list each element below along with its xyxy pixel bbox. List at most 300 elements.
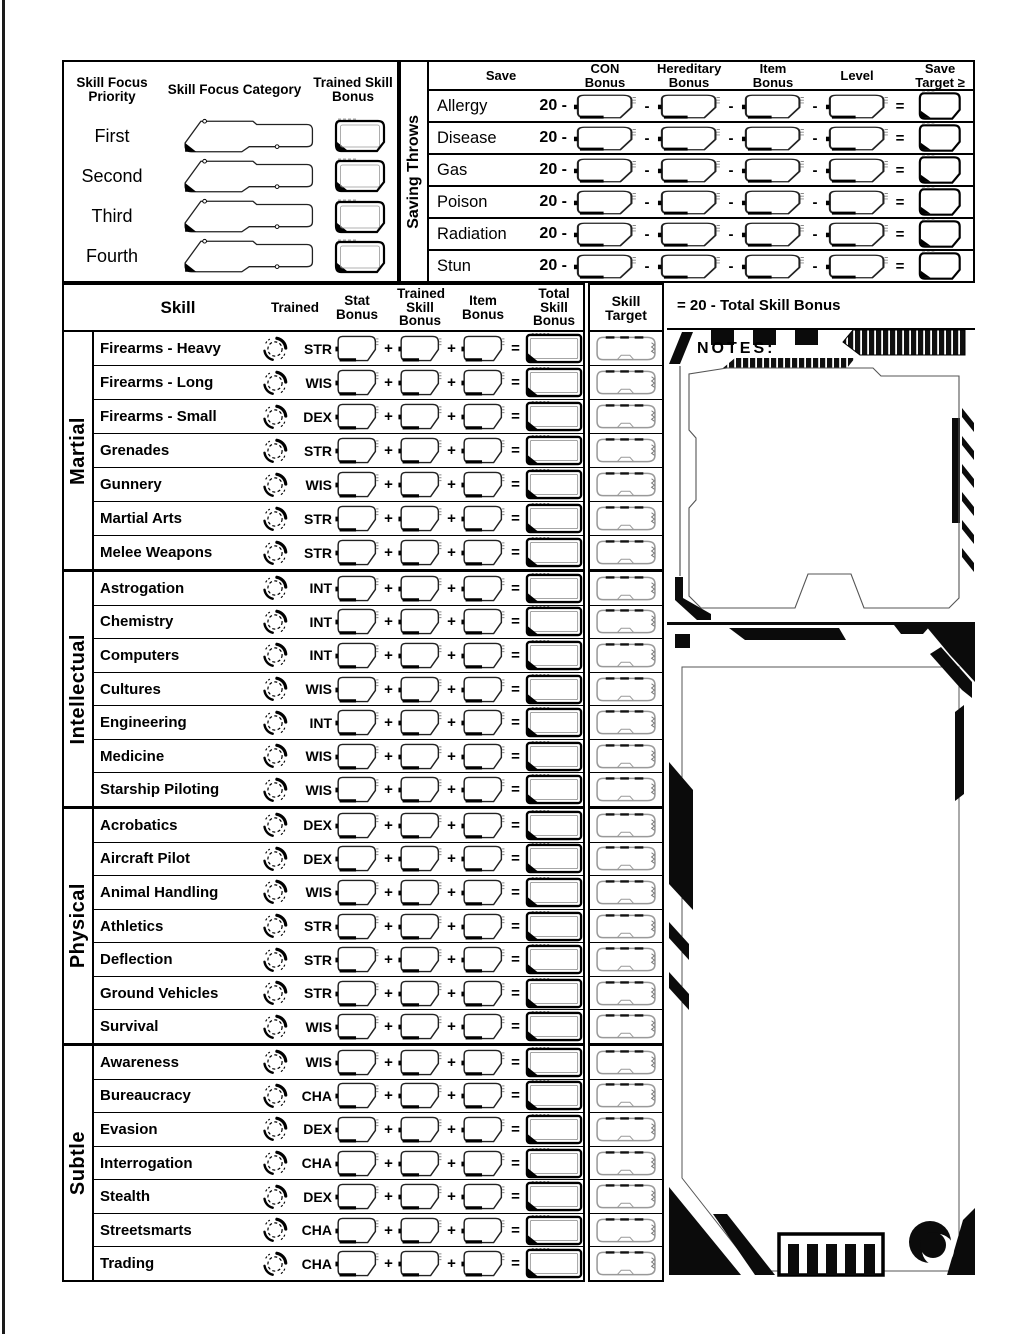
level-field[interactable] [825,253,889,280]
trained-checkbox[interactable] [261,709,289,737]
skill-target-field[interactable] [593,369,659,396]
equals-operator: = [511,442,520,459]
trained-skill-bonus-field[interactable] [397,402,443,431]
trained-checkbox[interactable] [261,437,289,465]
total-skill-bonus-field[interactable] [525,1181,583,1212]
skill-target-field[interactable] [593,676,659,703]
skill-stat: STR [304,442,332,459]
trained-skill-bonus-field[interactable] [332,118,388,154]
total-skill-bonus-field[interactable] [525,1215,583,1246]
skill-row [94,606,583,640]
skill-focus-priority-header: Skill Focus Priority [76,74,148,104]
stat-bonus-field[interactable] [334,775,380,804]
skill-target-column [588,283,664,1282]
total-skill-bonus-field[interactable] [525,1047,583,1078]
stat-bonus-field[interactable] [334,1149,380,1178]
trained-checkbox[interactable] [261,471,289,499]
con-bonus-field[interactable] [573,221,637,248]
trained-skill-bonus-field[interactable] [397,912,443,941]
hereditary-bonus-field[interactable] [657,253,721,280]
plus-operator: + [384,1188,393,1206]
level-field[interactable] [825,221,889,248]
skill-row [94,639,583,673]
stat-bonus-field[interactable] [334,1012,380,1041]
stat-bonus-field[interactable] [334,945,380,974]
skill-focus-row [66,197,395,237]
item-bonus-field[interactable] [460,574,506,603]
trained-checkbox[interactable] [261,1082,289,1110]
skill-row [94,1113,583,1147]
minus-operator: - [644,225,650,243]
item-bonus-field[interactable] [741,253,805,280]
skill-target-field[interactable] [593,1116,659,1143]
skill-target-field[interactable] [593,743,659,770]
trained-skill-bonus-field[interactable] [397,334,443,363]
item-bonus-field[interactable] [460,368,506,397]
stat-bonus-field[interactable] [334,607,380,636]
trained-skill-bonus-field[interactable] [397,811,443,840]
skill-name: Grenades [100,442,170,459]
trained-checkbox[interactable] [261,574,289,602]
plus-operator: + [447,781,456,799]
skill-row [94,536,583,569]
skill-target-field[interactable] [593,776,659,803]
equals-operator: = [511,984,520,1002]
stat-bonus-field[interactable] [334,470,380,499]
skill-name: Firearms - Small [100,408,217,425]
stat-bonus-field[interactable] [334,1182,380,1211]
trained-skill-bonus-field[interactable] [397,1216,443,1245]
trained-skill-bonus-field[interactable] [397,775,443,804]
equals-operator: = [511,544,520,561]
trained-checkbox[interactable] [261,742,289,770]
item-bonus-field[interactable] [460,945,506,974]
item-bonus-field[interactable] [460,675,506,704]
skill-stat: INT [309,647,332,664]
skill-row [94,502,583,536]
skill-row [94,1010,583,1043]
item-bonus-field[interactable] [460,1081,506,1110]
skill-stat: WIS [305,1018,332,1035]
trained-skill-bonus-field[interactable] [332,199,388,235]
total-skill-bonus-field[interactable] [525,1080,583,1111]
skill-stat: STR [304,544,332,561]
trained-skill-bonus-header: Trained Skill Bonus [313,74,393,104]
trained-skill-bonus-field[interactable] [397,979,443,1008]
level-field[interactable] [825,125,889,152]
total-skill-bonus-field[interactable] [525,573,583,604]
stat-bonus-field[interactable] [334,708,380,737]
level-field[interactable] [825,93,889,120]
skill-name: Acrobatics [100,816,178,834]
total-skill-bonus-field[interactable] [525,1248,583,1279]
trained-checkbox[interactable] [261,1216,289,1244]
trained-skill-bonus-field[interactable] [397,1182,443,1211]
skill-target-field[interactable] [593,812,659,839]
stat-bonus-field[interactable] [334,1081,380,1110]
stat-bonus-field[interactable] [334,334,380,363]
equals-operator: = [511,1120,520,1138]
skill-table-header [64,285,583,332]
trained-skill-bonus-field[interactable] [397,607,443,636]
item-bonus-field[interactable] [460,402,506,431]
plus-operator: + [384,442,393,459]
trained-checkbox[interactable] [261,776,289,804]
skill-name: Medicine [100,747,165,765]
skill-name: Stealth [100,1188,151,1206]
stat-bonus-field[interactable] [334,504,380,533]
stat-bonus-field[interactable] [334,402,380,431]
skill-target-field[interactable] [593,1250,659,1277]
skill-target-field[interactable] [593,879,659,906]
trained-skill-bonus-field[interactable] [397,742,443,771]
skill-target-field[interactable] [593,845,659,872]
saving-throw-row [429,155,973,187]
trained-checkbox[interactable] [261,946,289,974]
trained-checkbox[interactable] [261,539,289,567]
trained-skill-bonus-field[interactable] [397,1012,443,1041]
trained-checkbox[interactable] [261,403,289,431]
total-skill-bonus-field[interactable] [525,1114,583,1145]
item-bonus-field[interactable] [460,470,506,499]
item-bonus-field[interactable] [460,811,506,840]
trained-checkbox[interactable] [261,675,289,703]
total-skill-bonus-field[interactable] [525,503,583,534]
item-bonus-field[interactable] [460,1012,506,1041]
stat-bonus-field[interactable] [334,811,380,840]
equals-operator: = [511,714,520,732]
skill-target-field[interactable] [593,471,659,498]
total-skill-bonus-field[interactable] [525,843,583,874]
item-bonus-field[interactable] [741,93,805,120]
skill-stat: WIS [305,681,332,698]
skill-row [94,673,583,707]
saving-throw-row [429,251,973,281]
plus-operator: + [447,747,456,765]
skill-target-field[interactable] [593,505,659,532]
skill-target-field[interactable] [593,1183,659,1210]
trained-checkbox[interactable] [261,641,289,669]
trained-checkbox[interactable] [261,1048,289,1076]
stat-bonus-field[interactable] [334,538,380,567]
plus-operator: + [447,850,456,868]
stat-bonus-field[interactable] [334,1048,380,1077]
trained-skill-bonus-field[interactable] [397,538,443,567]
trained-checkbox[interactable] [261,1250,289,1278]
stat-bonus-field[interactable] [334,844,380,873]
trained-checkbox[interactable] [261,335,289,363]
con-bonus-field[interactable] [573,93,637,120]
equals-operator: = [511,476,520,493]
skill-name: Evasion [100,1120,158,1138]
skill-name: Computers [100,646,180,664]
level-field[interactable] [825,157,889,184]
skill-target-field[interactable] [593,946,659,973]
skill-target-field[interactable] [593,1082,659,1109]
plus-operator: + [384,917,393,935]
skill-focus-category-field[interactable] [160,198,318,235]
skill-target-field[interactable] [593,980,659,1007]
item-bonus-field[interactable] [460,607,506,636]
stat-bonus-field[interactable] [334,574,380,603]
trained-checkbox[interactable] [261,608,289,636]
item-bonus-field[interactable] [460,979,506,1008]
item-bonus-field[interactable] [460,436,506,465]
plus-operator: + [384,1221,393,1239]
save-target-field[interactable] [914,219,966,249]
stat-bonus-field[interactable] [334,1115,380,1144]
total-skill-bonus-field[interactable] [525,435,583,466]
plus-operator: + [447,917,456,935]
total-skill-bonus-field[interactable] [525,707,583,738]
skill-stat: STR [304,510,332,527]
stat-bonus-field[interactable] [334,742,380,771]
total-skill-bonus-field[interactable] [525,401,583,432]
trained-checkbox[interactable] [261,912,289,940]
item-bonus-field[interactable] [460,912,506,941]
item-bonus-field[interactable] [460,1216,506,1245]
skill-target-cell [590,843,662,877]
minus-operator: - [728,257,734,275]
trained-checkbox[interactable] [261,979,289,1007]
skill-target-field[interactable] [593,1150,659,1177]
skill-target-group [590,332,662,569]
con-bonus-field[interactable] [573,253,637,280]
trained-skill-bonus-field[interactable] [397,504,443,533]
trained-checkbox[interactable] [261,505,289,533]
skill-target-field[interactable] [593,437,659,464]
item-bonus-field[interactable] [460,878,506,907]
total-skill-bonus-field[interactable] [525,741,583,772]
saving-throws-header [429,62,973,91]
saving-throws-side-label [401,62,429,281]
skill-table [62,283,585,1282]
trained-checkbox[interactable] [261,811,289,839]
skill-name: Athletics [100,917,164,935]
skill-focus-category-field[interactable] [160,118,318,155]
item-bonus-field[interactable] [460,641,506,670]
trained-checkbox[interactable] [261,369,289,397]
trained-skill-bonus-field[interactable] [397,436,443,465]
total-skill-bonus-field[interactable] [525,810,583,841]
equals-operator: = [511,747,520,765]
item-bonus-field[interactable] [460,775,506,804]
trained-skill-bonus-field[interactable] [397,1081,443,1110]
notes-input-area[interactable] [695,380,955,605]
hereditary-bonus-field[interactable] [657,125,721,152]
trained-skill-bonus-field[interactable] [397,368,443,397]
item-bonus-field[interactable] [460,1048,506,1077]
total-skill-bonus-field[interactable] [525,469,583,500]
skill-target-cell [590,366,662,400]
trained-checkbox[interactable] [261,1115,289,1143]
trained-skill-bonus-field[interactable] [397,708,443,737]
hereditary-bonus-field[interactable] [657,189,721,216]
hereditary-bonus-field[interactable] [657,221,721,248]
total-skill-bonus-field[interactable] [525,606,583,637]
item-bonus-field[interactable] [741,125,805,152]
save-target-field[interactable] [914,91,966,121]
plus-operator: + [447,951,456,969]
skill-stat: WIS [305,781,332,798]
stat-bonus-field[interactable] [334,675,380,704]
total-skill-bonus-field[interactable] [525,774,583,805]
skill-target-cell [590,639,662,673]
total-skill-bonus-field[interactable] [525,877,583,908]
trained-skill-bonus-field[interactable] [397,1149,443,1178]
skill-target-field[interactable] [593,335,659,362]
total-skill-bonus-field[interactable] [525,333,583,364]
skill-target-cell [590,773,662,806]
skill-target-formula: = 20 - Total Skill Bonus [667,283,975,330]
skill-group [64,332,583,569]
stat-bonus-field[interactable] [334,641,380,670]
item-bonus-field[interactable] [741,221,805,248]
item-bonus-field[interactable] [741,157,805,184]
skill-row [94,1214,583,1248]
con-bonus-field[interactable] [573,125,637,152]
total-skill-bonus-field[interactable] [525,674,583,705]
skill-row [94,876,583,910]
minus-operator: - [644,257,650,275]
skill-target-column-header: Skill Target [605,292,647,323]
save-base-value: 20 - [539,225,567,242]
item-bonus-field[interactable] [741,189,805,216]
item-bonus-field[interactable] [460,708,506,737]
skill-target-field[interactable] [593,575,659,602]
skill-row [94,434,583,468]
trained-skill-bonus-field[interactable] [397,945,443,974]
skill-focus-category-field[interactable] [160,158,318,195]
stat-bonus-field[interactable] [334,1249,380,1278]
trained-skill-bonus-field[interactable] [397,574,443,603]
trained-skill-bonus-field[interactable] [397,844,443,873]
skill-target-field[interactable] [593,1217,659,1244]
plus-operator: + [447,408,456,425]
trained-checkbox[interactable] [261,1013,289,1041]
save-name: Stun [437,256,471,275]
skill-target-field[interactable] [593,1013,659,1040]
item-bonus-field[interactable] [460,1115,506,1144]
plus-operator: + [384,1053,393,1071]
skill-target-field[interactable] [593,709,659,736]
skill-row [94,977,583,1011]
total-skill-bonus-field[interactable] [525,640,583,671]
plus-operator: + [447,613,456,631]
con-bonus-field[interactable] [573,157,637,184]
skill-target-cell [590,1214,662,1248]
skill-group [64,569,583,806]
hereditary-bonus-field[interactable] [657,93,721,120]
skill-row [94,910,583,944]
item-bonus-field[interactable] [460,1249,506,1278]
skill-target-cell [590,332,662,366]
total-skill-bonus-field[interactable] [525,944,583,975]
stat-bonus-field[interactable] [334,1216,380,1245]
save-target-field[interactable] [914,123,966,153]
trained-skill-bonus-field[interactable] [397,641,443,670]
save-target-field[interactable] [914,155,966,185]
total-skill-bonus-field[interactable] [525,978,583,1009]
stat-bonus-field[interactable] [334,912,380,941]
skill-target-field[interactable] [593,1049,659,1076]
stat-bonus-field[interactable] [334,368,380,397]
trained-skill-bonus-field[interactable] [397,1249,443,1278]
skill-target-field[interactable] [593,608,659,635]
skill-target-field[interactable] [593,539,659,566]
skill-focus-category-header: Skill Focus Category [167,81,302,97]
skill-target-group [590,569,662,806]
item-bonus-field[interactable] [460,1182,506,1211]
save-base-value: 20 - [539,129,567,146]
skill-target-field[interactable] [593,913,659,940]
equals-operator: = [511,579,520,597]
minus-operator: - [728,161,734,179]
trained-skill-bonus-field[interactable] [332,239,388,275]
trained-checkbox[interactable] [261,1183,289,1211]
stat-bonus-field[interactable] [334,436,380,465]
trained-skill-bonus-field[interactable] [397,878,443,907]
notes-extra-area[interactable] [687,675,957,1220]
save-target-field[interactable] [914,251,966,281]
item-bonus-field[interactable] [460,1149,506,1178]
skill-stat: STR [304,951,332,968]
skill-target-cell [590,434,662,468]
item-bonus-field[interactable] [460,538,506,567]
hereditary-bonus-field[interactable] [657,157,721,184]
minus-operator: - [644,193,650,211]
skill-target-field[interactable] [593,403,659,430]
plus-operator: + [447,1221,456,1239]
total-skill-bonus-field[interactable] [525,1148,583,1179]
trained-skill-bonus-field[interactable] [397,1048,443,1077]
equals-operator: = [511,1018,520,1036]
skill-name: Cultures [100,680,161,698]
item-bonus-field[interactable] [460,844,506,873]
skill-name: Awareness [100,1053,179,1071]
plus-operator: + [447,1255,456,1273]
skill-row [94,809,583,843]
item-bonus-field[interactable] [460,742,506,771]
trained-skill-bonus-field[interactable] [397,1115,443,1144]
total-skill-bonus-field[interactable] [525,537,583,568]
item-bonus-field[interactable] [460,334,506,363]
con-bonus-field[interactable] [573,189,637,216]
save-target-field[interactable] [914,187,966,217]
plus-operator: + [384,1087,393,1105]
skill-focus-category-field[interactable] [160,238,318,275]
trained-checkbox[interactable] [261,878,289,906]
trained-skill-bonus-field[interactable] [397,470,443,499]
trained-checkbox[interactable] [261,1149,289,1177]
total-skill-bonus-field[interactable] [525,911,583,942]
level-field[interactable] [825,189,889,216]
total-skill-bonus-field[interactable] [525,1011,583,1042]
stat-bonus-field[interactable] [334,979,380,1008]
skill-stat: CHA [301,1155,332,1172]
trained-checkbox[interactable] [261,845,289,873]
trained-skill-bonus-field[interactable] [332,158,388,194]
skill-target-cell [590,606,662,640]
trained-skill-bonus-field[interactable] [397,675,443,704]
skill-focus-row [66,116,395,156]
item-bonus-field[interactable] [460,504,506,533]
skill-group [64,806,583,1043]
skill-column-header: Skill [160,298,196,317]
skill-target-field[interactable] [593,642,659,669]
stat-bonus-field[interactable] [334,878,380,907]
total-skill-bonus-field[interactable] [525,367,583,398]
